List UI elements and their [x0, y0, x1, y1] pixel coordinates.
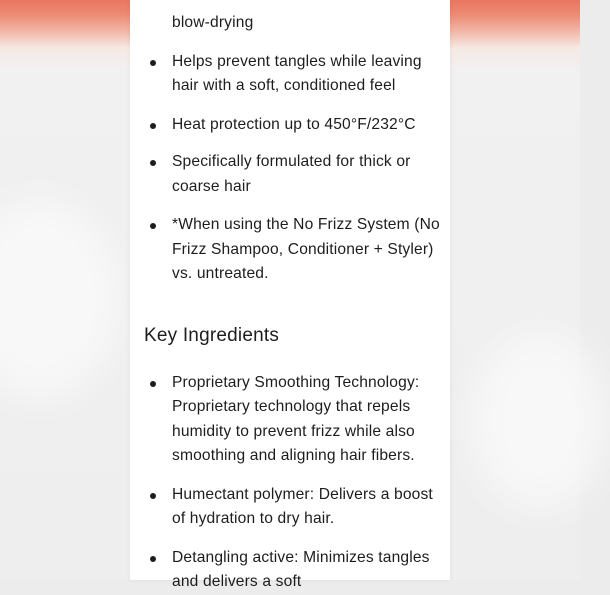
ingredient-text: Humectant polymer: Delivers a boost of hydration to dry hair. — [172, 485, 433, 527]
ingredient-item — [130, 483, 450, 532]
feature-item — [130, 50, 450, 99]
backdrop-highlight-right — [470, 330, 610, 510]
ingredient-list — [130, 371, 450, 595]
feature-text: Specifically formulated for thick or coarse hair — [172, 153, 411, 195]
feature-text: blow-drying — [172, 14, 254, 31]
bullet-icon — [150, 160, 156, 166]
product-details-card — [130, 0, 450, 590]
bullet-icon — [150, 123, 156, 129]
bullet-icon — [150, 223, 156, 229]
feature-text: Heat protection up to 450°F/232°C — [172, 115, 416, 133]
ingredient-item — [130, 546, 450, 595]
feature-item-continued — [130, 11, 450, 36]
bullet-icon — [150, 381, 156, 387]
bullet-icon — [150, 556, 156, 562]
feature-text: *When using the No Frizz System (No Frizz Shampoo, Conditioner + Styler) vs. untreated. — [172, 216, 440, 282]
bullet-icon — [150, 60, 156, 66]
feature-item — [130, 150, 450, 199]
key-ingredients-heading: Key Ingredients — [144, 324, 280, 346]
feature-item — [130, 213, 450, 287]
ingredient-text: Detangling active: Minimizes tangles and delivers a soft — [172, 548, 430, 590]
feature-item — [130, 113, 450, 138]
bullet-icon — [150, 493, 156, 499]
feature-text: Helps prevent tangles while leaving hair with a soft, conditioned feel — [172, 52, 422, 94]
feature-list — [130, 11, 450, 287]
ingredient-item — [130, 371, 450, 469]
ingredient-text: Proprietary Smoothing Technology: Proprietary technology that repels humidity to prevent frizz while also smoothing and aligning hair fibers. — [172, 373, 420, 464]
